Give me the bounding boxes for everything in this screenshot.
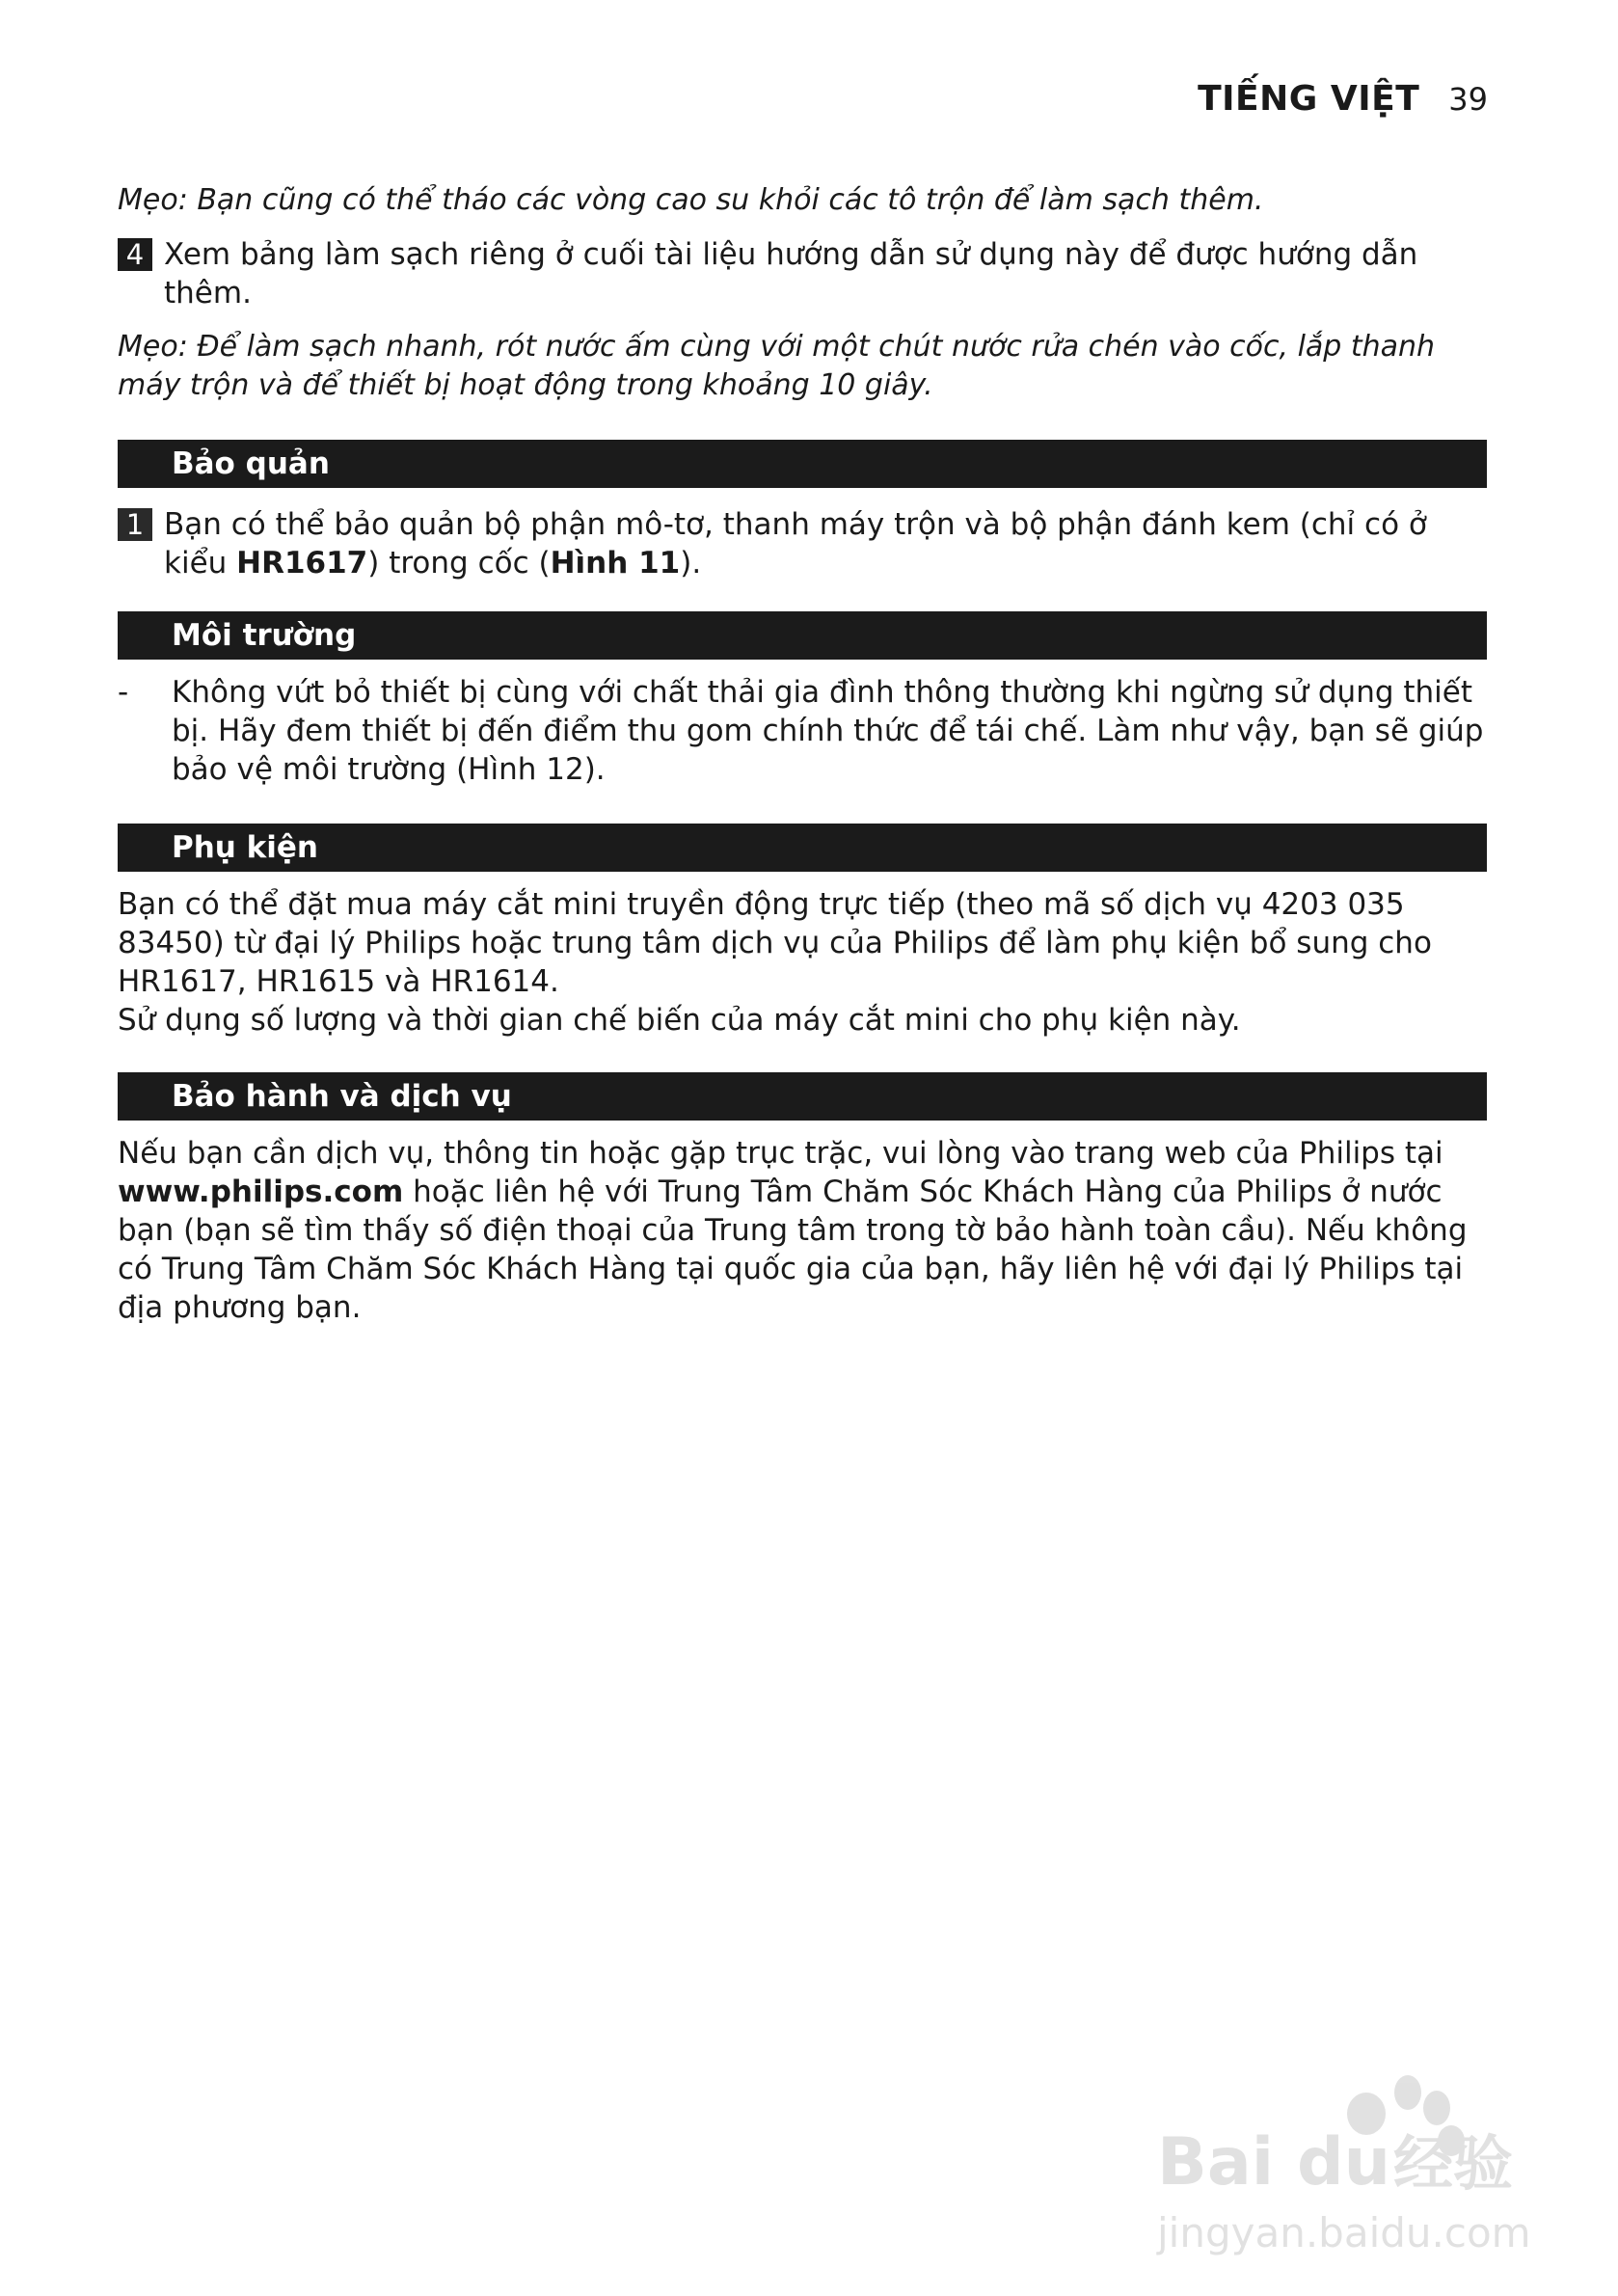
page-number: 39 [1448,81,1488,118]
running-header [1198,79,1488,119]
step-4 [118,235,1487,312]
section-heading-environment: Môi trường [118,611,1487,660]
philips-url-link[interactable]: www.philips.com [118,1175,404,1209]
language-title: TIẾNG VIỆT [1198,79,1420,119]
bullet-dash: - [118,675,129,710]
tip-quick-clean: Mẹo: Để làm sạch nhanh, rót nước ấm cùng với một chút nước rửa chén vào cốc, lắp thanh máy trộn và để thiết bị hoạt động trong khoảng 10 giây. [118,330,1436,402]
section-heading-accessories: Phụ kiện [118,824,1487,872]
warranty-paragraph: Nếu bạn cần dịch vụ, thông tin hoặc gặp trục trặc, vui lòng vào trang web của Philips tại www.philips.com hoặc liên hệ với Trung Tâm Chăm Sóc Khách Hàng của Philips ở nước bạn (bạn sẽ tìm thấy số điện thoại của Trung tâm trong tờ bảo hành toàn cầu). Nếu không có Trung Tâm Chăm Sóc Khách Hàng tại quốc gia của bạn, hãy liên hệ với đại lý Philips tại địa phương bạn. [118,1136,1468,1325]
step-text: Xem bảng làm sạch riêng ở cuối tài liệu hướng dẫn sử dụng này để được hướng dẫn thêm. [164,237,1418,311]
svg-text:经验: 经验 [1393,2128,1514,2199]
storage-step-1 [118,505,1487,582]
svg-text:du: du [1297,2124,1391,2201]
tip-rubber-rings: Mẹo: Bạn cũng có thể tháo các vòng cao su khỏi các tô trộn để làm sạch thêm. [118,183,1264,217]
step-number-badge: 4 [118,238,152,271]
environment-text: Không vứt bỏ thiết bị cùng với chất thải gia đình thông thường khi ngừng sử dụng thiết bị. Hãy đem thiết bị đến điểm thu gom chính thức để tái chế. Làm như vậy, bạn sẽ giúp bảo vệ môi trường (Hình 12). [172,675,1484,787]
figure-ref: Hình 11 [550,546,681,581]
environment-bullet [118,673,1487,789]
step-number-badge: 1 [118,508,152,541]
baidu-watermark-logo [1152,2064,1538,2256]
main-content [118,181,1487,1327]
accessories-paragraph-1: Bạn có thể đặt mua máy cắt mini truyền động trực tiếp (theo mã số dịch vụ 4203 035 83450) từ đại lý Philips hoặc trung tâm dịch vụ của Philips để làm phụ kiện bổ sung cho HR1617, HR1615 và HR1614. [118,887,1432,999]
svg-text:jingyan.baidu.com: jingyan.baidu.com [1157,2209,1531,2256]
section-heading-warranty: Bảo hành và dịch vụ [118,1072,1487,1121]
section-heading-storage: Bảo quản [118,440,1487,488]
step-text: Bạn có thể bảo quản bộ phận mô-tơ, thanh máy trộn và bộ phận đánh kem (chỉ có ở kiểu HR1617) trong cốc (Hình 11). [164,507,1427,581]
accessories-paragraph-2: Sử dụng số lượng và thời gian chế biến của máy cắt mini cho phụ kiện này. [118,1003,1241,1038]
svg-text:Bai: Bai [1157,2124,1275,2201]
model-name: HR1617 [236,546,368,581]
accessories-body [118,885,1487,1040]
